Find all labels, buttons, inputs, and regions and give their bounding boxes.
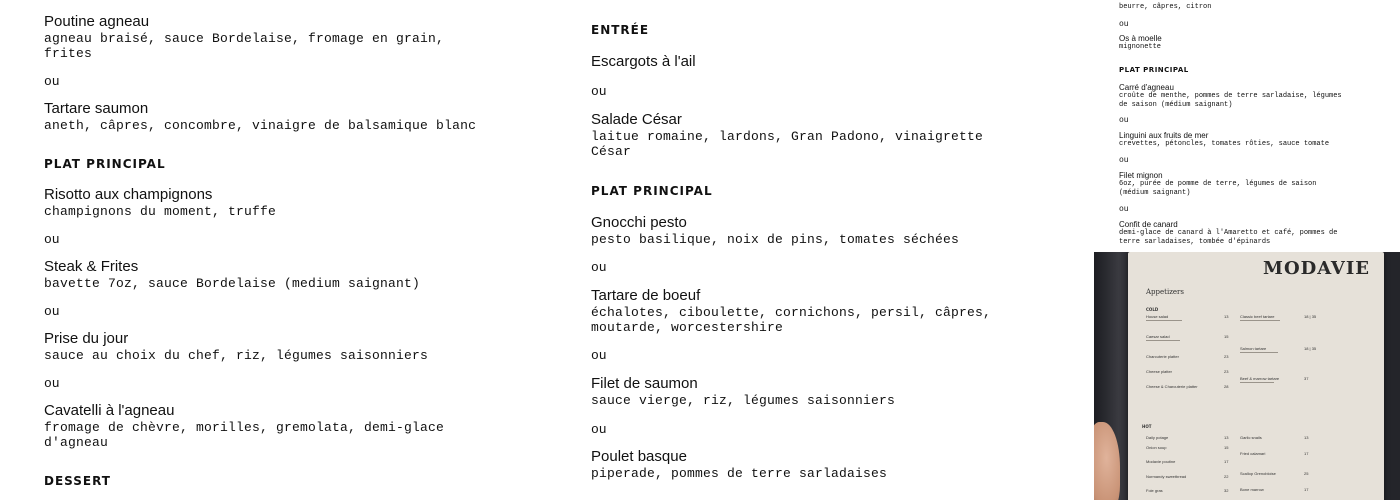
photo-item: Bone marrow xyxy=(1240,487,1264,492)
dish-name: Os à moelle xyxy=(1119,34,1162,43)
photo-price: 23 xyxy=(1224,354,1229,359)
dish-description: mignonette xyxy=(1119,43,1162,51)
dish-description: crevettes, pétoncles, tomates rôties, sauce tomate xyxy=(1119,140,1330,148)
photo-item: Cheese & Charcuterie platter xyxy=(1146,384,1198,389)
separator-ou: ou xyxy=(44,376,60,391)
separator-ou: ou xyxy=(1119,20,1129,29)
separator-ou: ou xyxy=(591,84,607,99)
menu-item xyxy=(591,287,991,335)
dish-description: croûte de menthe, pommes de terre sarladaise, légumes de saison (médium saignant) xyxy=(1119,92,1342,109)
menu-item xyxy=(44,258,420,291)
dish-name: Filet de saumon xyxy=(591,375,698,392)
separator-ou: ou xyxy=(44,74,60,89)
menu-item xyxy=(44,402,444,450)
menu-item xyxy=(44,330,428,363)
photo-item: Daily potage xyxy=(1146,435,1169,440)
photo-item: Foie gras xyxy=(1146,488,1163,493)
dish-description: sauce au choix du chef, riz, légumes saisonniers xyxy=(44,348,429,363)
photo-price: 17 xyxy=(1224,459,1229,464)
photo-price: 37 xyxy=(1304,376,1309,381)
section-heading: DESSERT xyxy=(44,474,111,488)
dish-description: sauce vierge, riz, légumes saisonniers xyxy=(591,393,896,408)
photo-item: House salad xyxy=(1146,314,1169,319)
photo-item: Classic beef tartare xyxy=(1240,314,1275,319)
photo-price: 25 xyxy=(1304,471,1309,476)
menu-photo xyxy=(1094,252,1400,500)
dish-name: Steak & Frites xyxy=(44,258,139,275)
section-heading: PLAT PRINCIPAL xyxy=(1119,66,1189,74)
photo-price: 18 | 35 xyxy=(1304,314,1317,319)
dish-name: Confit de canard xyxy=(1119,220,1178,229)
photo-item: Salmon tartare xyxy=(1240,346,1267,351)
dish-description: échalotes, ciboulette, cornichons, persil, câpres, moutarde, worcestershire xyxy=(591,305,992,335)
photo-price: 18 | 35 xyxy=(1304,346,1317,351)
dish-description: bavette 7oz, sauce Bordelaise (medium saignant) xyxy=(44,276,421,291)
dish-name: Tartare de boeuf xyxy=(591,287,701,304)
dish-name: Salade César xyxy=(591,111,682,128)
photo-item: Normandy sweetbread xyxy=(1146,474,1187,479)
menu-item xyxy=(591,448,887,481)
dish-description: beurre, câpres, citron xyxy=(1119,3,1212,11)
photo-price: 15 xyxy=(1224,445,1229,450)
menu-item xyxy=(44,100,476,133)
photo-item: Beef & marrow tartare xyxy=(1240,376,1280,381)
dish-description: agneau braisé, sauce Bordelaise, fromage en grain, frites xyxy=(44,31,445,61)
photo-desc-line xyxy=(1240,352,1278,353)
menu-item xyxy=(591,214,959,247)
dish-name: Filet mignon xyxy=(1119,171,1163,180)
dish-name: Risotto aux champignons xyxy=(44,186,213,203)
dish-name: Escargots à l'ail xyxy=(591,53,696,70)
separator-ou: ou xyxy=(44,304,60,319)
separator-ou: ou xyxy=(44,232,60,247)
photo-item: Garlic snails xyxy=(1240,435,1262,440)
photo-price: 13 xyxy=(1224,314,1229,319)
dish-description: laitue romaine, lardons, Gran Padono, vinaigrette César xyxy=(591,129,984,159)
menu-item xyxy=(1119,34,1162,52)
dish-name: Gnocchi pesto xyxy=(591,214,687,231)
dish-name: Cavatelli à l'agneau xyxy=(44,402,175,419)
photo-price: 13 xyxy=(1224,435,1229,440)
appetizers-heading: Appetizers xyxy=(1146,288,1184,296)
section-heading: PLAT PRINCIPAL xyxy=(44,157,166,171)
separator-ou: ou xyxy=(1119,116,1129,125)
photo-item: Charcuterie platter xyxy=(1146,354,1179,359)
menu-item xyxy=(1119,131,1329,149)
menu-item xyxy=(1119,83,1342,110)
photo-price: 13 xyxy=(1304,435,1309,440)
photo-item: Scallop Grenobloise xyxy=(1240,471,1276,476)
photo-desc-line xyxy=(1240,320,1280,321)
dish-description: aneth, câpres, concombre, vinaigre de balsamique blanc xyxy=(44,118,477,133)
menu-item xyxy=(591,375,895,408)
separator-ou: ou xyxy=(1119,156,1129,165)
photo-price: 17 xyxy=(1304,451,1309,456)
photo-item: Modavie poutine xyxy=(1146,459,1176,464)
dish-description: piperade, pommes de terre sarladaises xyxy=(591,466,888,481)
menu-item xyxy=(591,53,696,71)
menu-item xyxy=(591,111,983,159)
menu-item xyxy=(44,13,444,61)
hot-label: HOT xyxy=(1142,424,1152,429)
cold-label: COLD xyxy=(1146,307,1159,312)
photo-item: Onion soup xyxy=(1146,445,1167,450)
menu-item xyxy=(44,186,276,219)
separator-ou: ou xyxy=(591,348,607,363)
menu-item xyxy=(1119,171,1316,198)
dish-name: Linguini aux fruits de mer xyxy=(1119,131,1209,140)
brand-logo: MODAVIE xyxy=(1263,258,1370,279)
dish-name: Carré d'agneau xyxy=(1119,83,1174,92)
dish-name: Poulet basque xyxy=(591,448,687,465)
dish-name: Tartare saumon xyxy=(44,100,149,117)
dish-description: pesto basilique, noix de pins, tomates séchées xyxy=(591,232,960,247)
photo-item: Fried calamari xyxy=(1240,451,1266,456)
photo-price: 32 xyxy=(1224,488,1229,493)
dish-description: 6oz, purée de pomme de terre, légumes de saison (médium saignant) xyxy=(1119,180,1317,197)
dish-description: demi-glace de canard à l'Amaretto et café, pommes de terre sarladaises, tombée d'épinards xyxy=(1119,229,1338,246)
menu-item xyxy=(1119,220,1337,247)
photo-price: 22 xyxy=(1224,474,1229,479)
section-heading: ENTRÉE xyxy=(591,23,650,37)
dish-description: champignons du moment, truffe xyxy=(44,204,277,219)
photo-price: 28 xyxy=(1224,384,1229,389)
dish-name: Poutine agneau xyxy=(44,13,150,30)
photo-desc-line xyxy=(1146,320,1182,321)
photo-price: 17 xyxy=(1304,487,1309,492)
hand xyxy=(1094,422,1120,500)
photo-desc-line xyxy=(1146,340,1180,341)
menu-card xyxy=(1128,252,1384,500)
separator-ou: ou xyxy=(591,260,607,275)
dish-name: Prise du jour xyxy=(44,330,129,347)
separator-ou: ou xyxy=(1119,205,1129,214)
photo-item: Caesar salad xyxy=(1146,334,1170,339)
photo-price: 23 xyxy=(1224,369,1229,374)
separator-ou: ou xyxy=(591,422,607,437)
photo-price: 15 xyxy=(1224,334,1229,339)
photo-desc-line xyxy=(1240,382,1274,383)
photo-item: Cheese platter xyxy=(1146,369,1173,374)
section-heading: PLAT PRINCIPAL xyxy=(591,184,713,198)
dish-description: fromage de chèvre, morilles, gremolata, demi-glace d'agneau xyxy=(44,420,445,450)
